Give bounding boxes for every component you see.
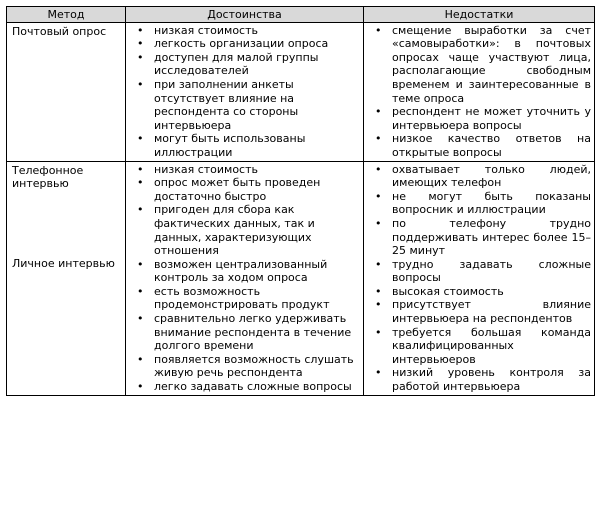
list-item: • возможен централизованный контроль за ходом опроса <box>129 258 360 285</box>
method-name: Личное интервью <box>12 256 115 270</box>
list-item: • при заполнении анкеты отсутствует влияние на респондента со стороны интервьюера <box>129 78 360 132</box>
list-item: • низкое качество ответов на открытые вопросы <box>367 132 591 159</box>
list-item: • пригоден для сбора как фактических данных, так и данных, характеризующих отношения <box>129 203 360 257</box>
disadvantages-cell <box>364 161 595 395</box>
disadvantages-list <box>367 163 591 394</box>
list-item: • опрос может быть проведен достаточно быстро <box>129 176 360 203</box>
disadvantages-list <box>367 24 591 160</box>
list-item: • не могут быть показаны вопросник и иллюстрации <box>367 190 591 217</box>
list-item: • респондент не может уточнить у интервьюера вопросы <box>367 105 591 132</box>
disadvantages-cell <box>364 22 595 161</box>
list-item: • легкость организации опроса <box>129 37 360 51</box>
table-row-interview <box>7 161 595 395</box>
list-item: • низкая стоимость <box>129 163 360 177</box>
advantages-list <box>129 163 360 394</box>
header-method: Метод <box>7 7 126 23</box>
advantages-cell <box>126 161 364 395</box>
list-item: • доступен для малой группы исследователей <box>129 51 360 78</box>
list-item: • сравнительно легко удерживать внимание респондента в течение долгого времени <box>129 312 360 353</box>
table-row-mail <box>7 22 595 161</box>
list-item: • требуется большая команда квалифицированных интервьюеров <box>367 326 591 367</box>
list-item: • могут быть использованы иллюстрации <box>129 132 360 159</box>
list-item: • охватывает только людей, имеющих телефон <box>367 163 591 190</box>
header-disadvantages: Недостатки <box>364 7 595 23</box>
table-header <box>7 7 595 23</box>
list-item: • легко задавать сложные вопросы <box>129 380 360 394</box>
header-row <box>7 7 595 23</box>
list-item: • появляется возможность слушать живую речь респондента <box>129 353 360 380</box>
survey-methods-table <box>6 6 595 396</box>
list-item: • трудно задавать сложные вопросы <box>367 258 591 285</box>
method-name: Почтовый опрос <box>12 24 107 38</box>
header-advantages: Достоинства <box>126 7 364 23</box>
advantages-cell <box>126 22 364 161</box>
list-item: • присутствует влияние интервьюера на респондентов <box>367 298 591 325</box>
list-item: • по телефону трудно поддерживать интерес более 15–25 минут <box>367 217 591 258</box>
method-spacer <box>10 191 122 256</box>
list-item: • есть возможность продемонстрировать продукт <box>129 285 360 312</box>
method-cell <box>7 161 126 395</box>
advantages-list <box>129 24 360 160</box>
method-name: Телефонное интервью <box>12 163 84 191</box>
list-item: • высокая стоимость <box>367 285 591 299</box>
method-cell <box>7 22 126 161</box>
list-item: • низкий уровень контроля за работой интервьюера <box>367 366 591 393</box>
list-item: • низкая стоимость <box>129 24 360 38</box>
list-item: • смещение выработки за счет «самовыработки»: в почтовых опросах чаще участвуют лица, располагающие свободным временем и заинтересованные в теме опроса <box>367 24 591 106</box>
